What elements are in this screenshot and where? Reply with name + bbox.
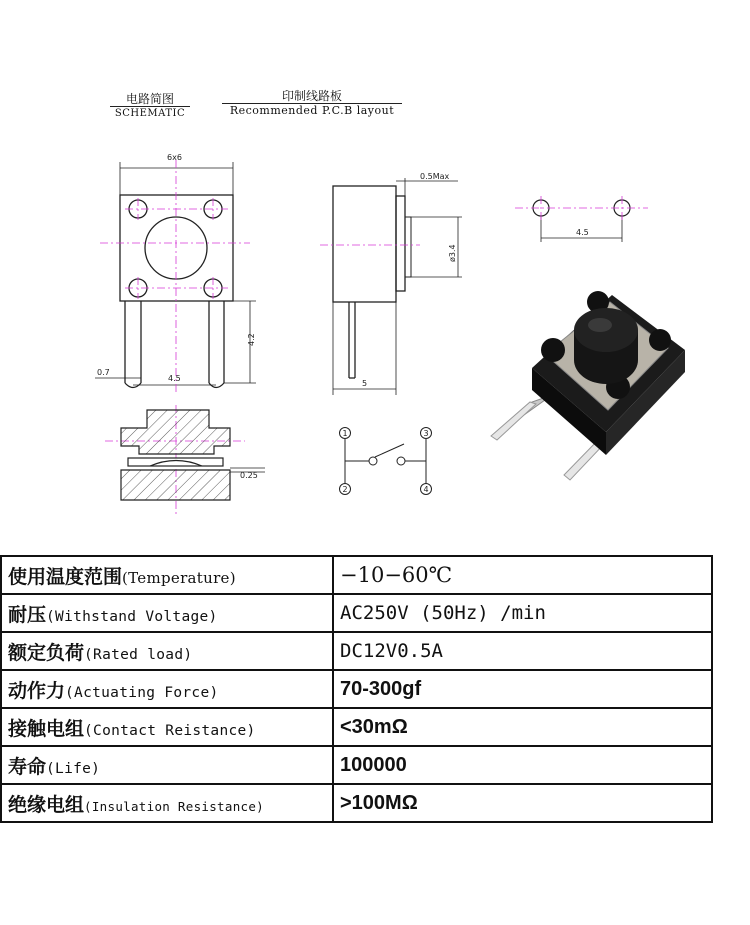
spec-row-temperature: [1, 556, 712, 594]
spec-label: 使用温度范围(Temperature): [1, 556, 333, 594]
dim-offset: 0.5Max: [420, 172, 450, 181]
schematic-header: [110, 92, 190, 120]
dim-pin-pitch: 4.5: [168, 374, 181, 383]
spec-table: [0, 555, 713, 823]
side-view: [333, 178, 462, 395]
spec-row-contact-resistance: [1, 708, 712, 746]
spec-label: 寿命(Life): [1, 746, 333, 784]
spec-value: AC250V (50Hz) /min: [333, 594, 712, 632]
spec-label: 绝缘电组(Insulation Resistance): [1, 784, 333, 822]
top-view: [95, 162, 256, 388]
cross-section-view: [121, 410, 265, 500]
spec-label: 接触电组(Contact Reistance): [1, 708, 333, 746]
dim-body: 6x6: [167, 153, 182, 162]
pin-label-2: 2: [342, 485, 348, 494]
pcb-header: [222, 89, 402, 117]
switch-schematic: [340, 428, 432, 495]
pcb-title-en: Recommended P.C.B layout: [222, 103, 402, 117]
spec-row-withstand-voltage: [1, 594, 712, 632]
dim-depth: 5: [362, 379, 368, 388]
spec-row-actuating-force: [1, 670, 712, 708]
spec-row-insulation-resistance: [1, 784, 712, 822]
pin-label-1: 1: [342, 429, 348, 438]
dim-pcb-pitch: 4.5: [576, 228, 589, 237]
pin-label-3: 3: [423, 429, 429, 438]
schematic-title-cn: 电路简图: [125, 92, 174, 106]
spec-label: 额定负荷(Rated load): [1, 632, 333, 670]
dim-thickness: 0.25: [240, 471, 258, 480]
spec-row-rated-load: [1, 632, 712, 670]
dim-height: 4.2: [247, 333, 256, 346]
switch-product-image: [491, 291, 685, 480]
schematic-title-en: SCHEMATIC: [110, 106, 190, 120]
spec-value: 70-300gf: [333, 670, 712, 708]
spec-row-life: [1, 746, 712, 784]
dim-pin-width: 0.7: [97, 368, 110, 377]
spec-value: DC12V0.5A: [333, 632, 712, 670]
spec-value: <30mΩ: [333, 708, 712, 746]
switch-body-outline: [120, 195, 233, 301]
spec-value: −10−60℃: [333, 556, 712, 594]
spec-label: 耐压(Withstand Voltage): [1, 594, 333, 632]
technical-drawing: [0, 140, 750, 540]
pcb-title-cn: 印制线路板: [281, 89, 342, 103]
pin-label-4: 4: [423, 485, 429, 494]
dim-hole-dia: ø3.4: [448, 244, 457, 262]
spec-label: 动作力(Actuating Force): [1, 670, 333, 708]
spec-value: 100000: [333, 746, 712, 784]
spec-value: >100MΩ: [333, 784, 712, 822]
